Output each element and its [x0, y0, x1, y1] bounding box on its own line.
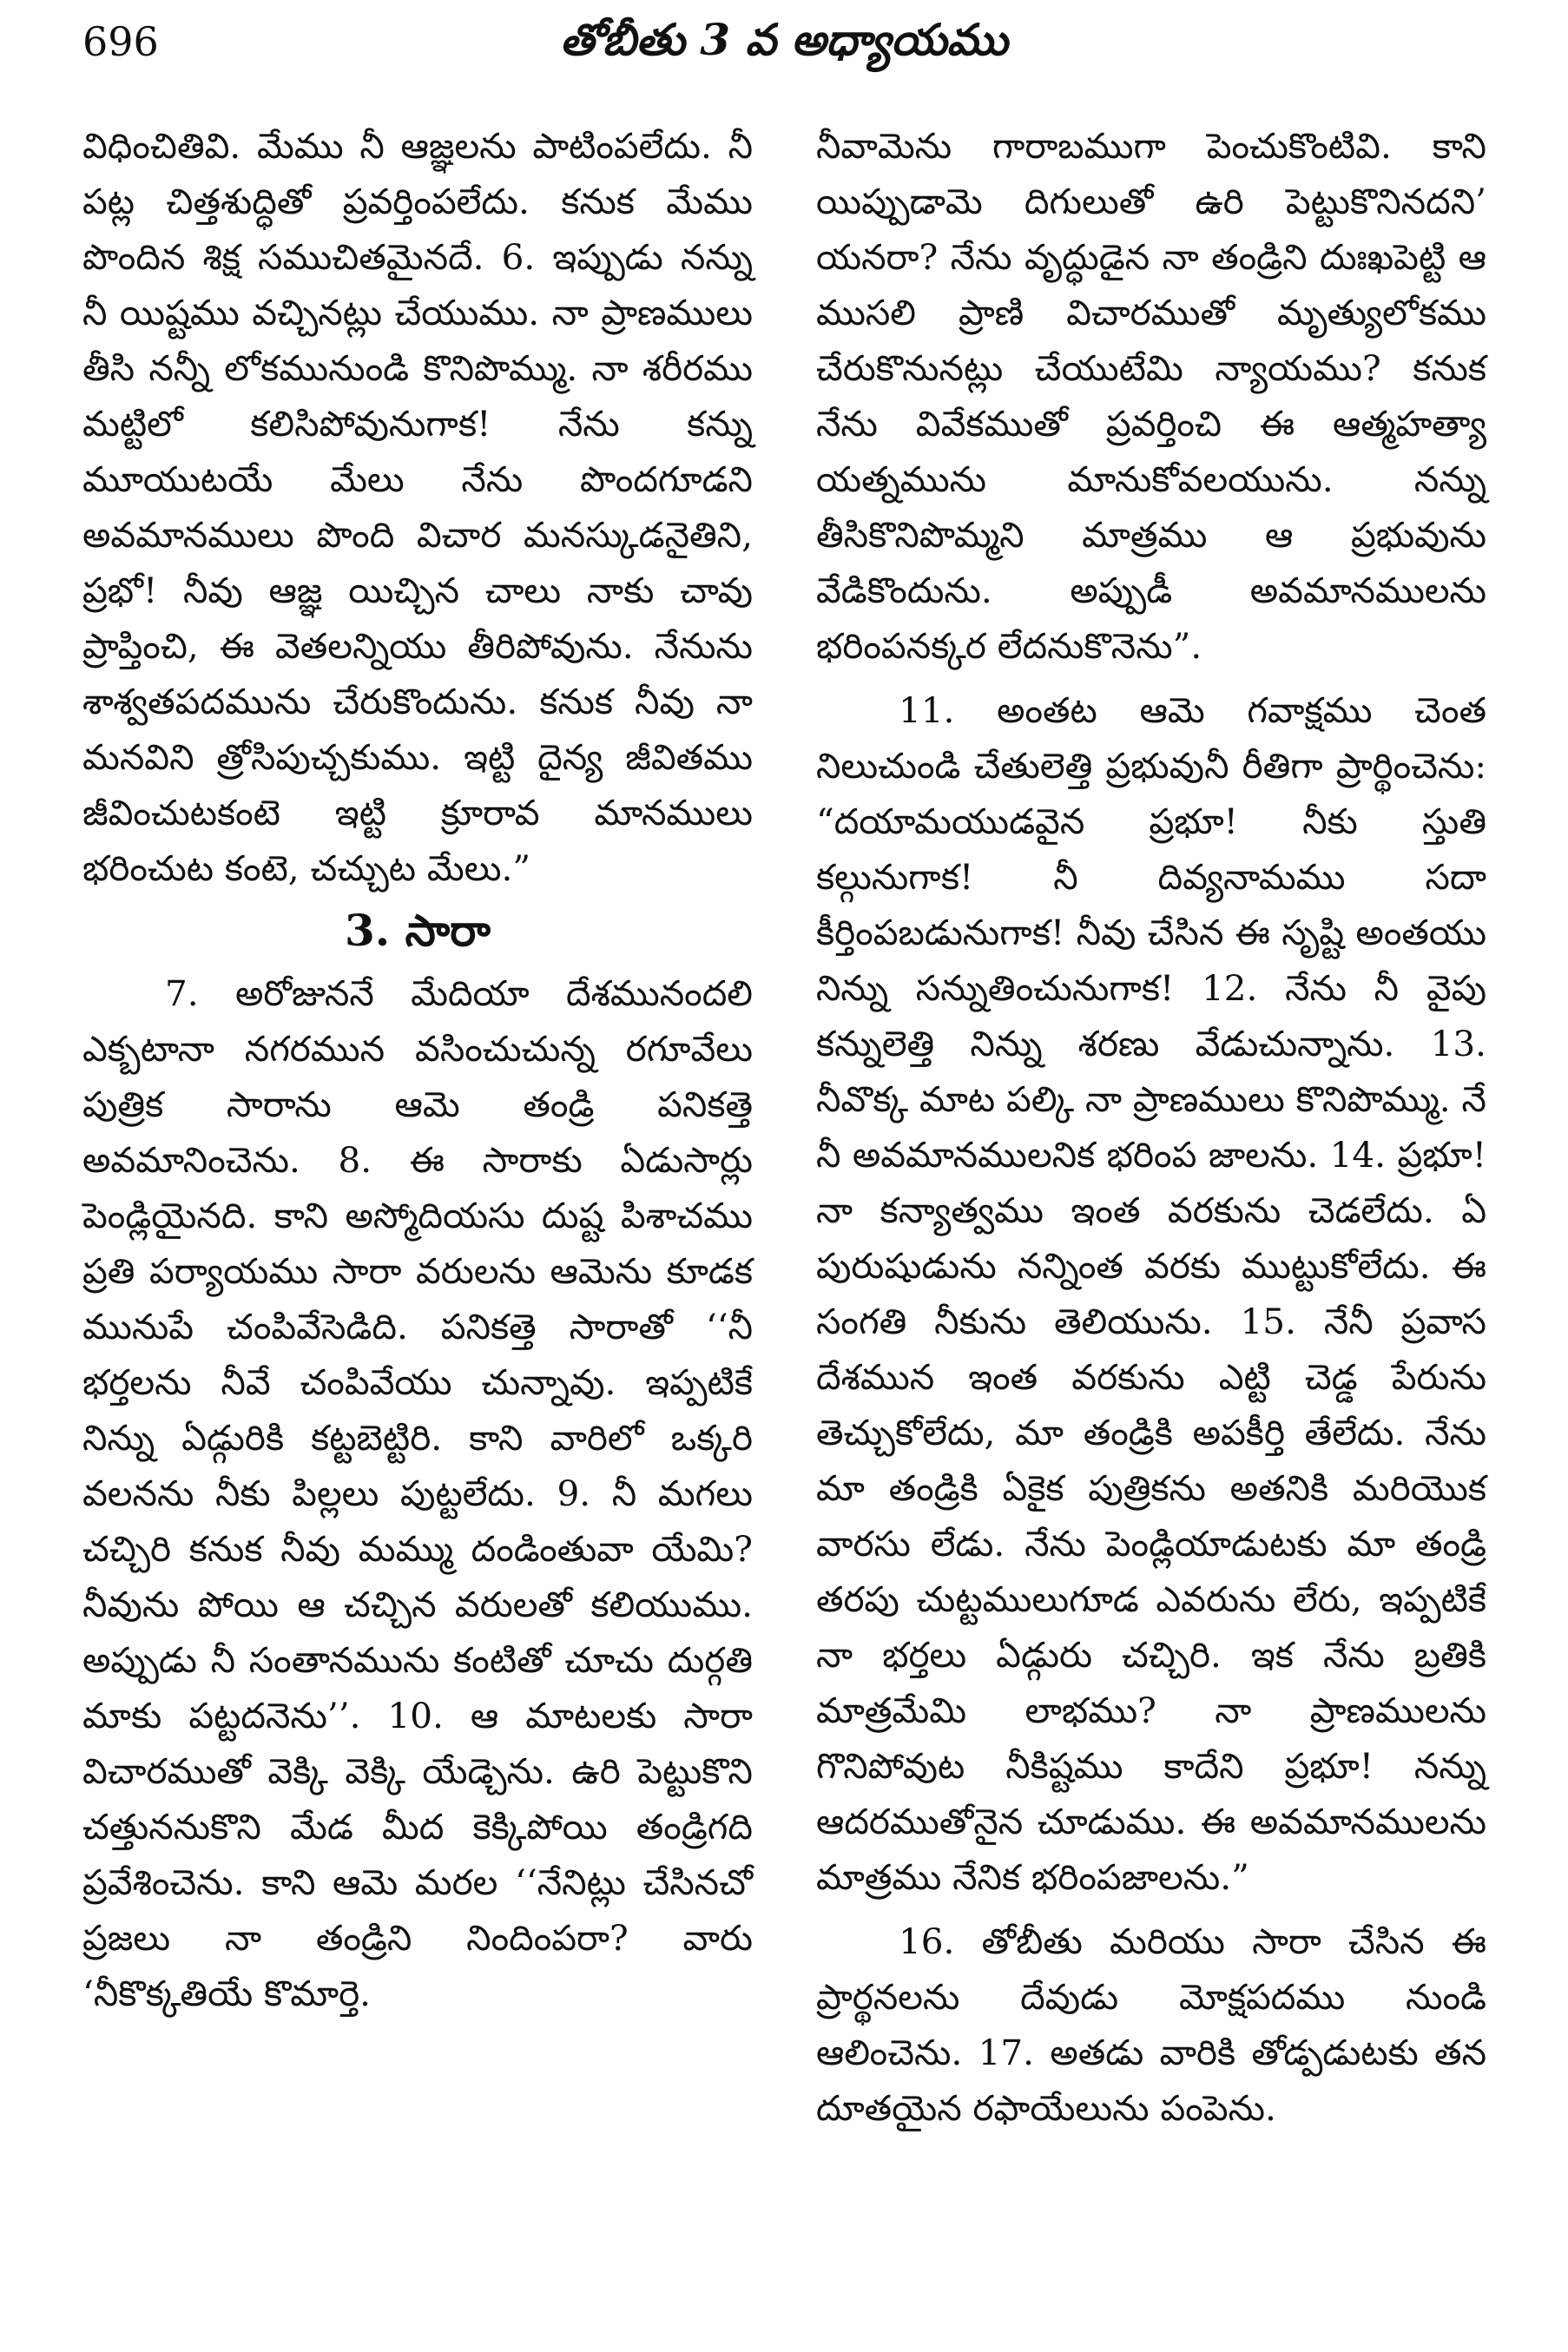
paragraph: 7. అరోజుననే మేదియా దేశమునందలి ఎక్బటానా నగరమున వసించుచున్న రగూవేలు పుత్రిక సారాను ఆమె తండ్రి పనికత్తె అవమానించెను. 8. ఈ సారాకు ఏడుసార్లు పెండ్లియైనది. కాని అస్మోదియసు దుష్ట పిశాచము ప్రతి పర్యాయము సారా వరులను ఆమెను కూడక మునుపే చంపివేసెడిది. పనికత్తె సారాతో ‘‘నీ భర్తలను నీవే చంపివేయు చున్నావు. ఇప్పటికే నిన్ను ఏడ్గురికి కట్టబెట్టిరి. కాని వారిలో ఒక్కరి వలనను నీకు పిల్లలు పుట్టలేదు. 9. నీ మగలు చచ్చిరి కనుక నీవు మమ్ము దండింతువా యేమి? నీవును పోయి ఆ చచ్చిన వరులతో కలియుము. అప్పుడు నీ సంతానమును కంటితో చూచు దుర్గతి మాకు పట్టదనెను’’. 10. ఆ మాటలకు సారా విచారముతో వెక్కి వెక్కి యేడ్చెను. ఉరి పెట్టుకొని చత్తుననుకొని మేడ మీద కెక్కిపోయి తండ్రిగది ప్రవేశించెను. కాని ఆమె మరల ‘‘నేనిట్లు చేసినచో ప్రజలు నా తండ్రిని నిందింపరా? వారు ‘నీకొక్కతియే కొమార్తె.	[82, 972, 753, 2014]
paragraph: 11. అంతట ఆమె గవాక్షము చెంత నిలుచుండి చేతులెత్తి ప్రభువునీ రీతిగా ప్రార్థించెను: “దయామయుడవైన ప్రభూ! నీకు స్తుతి కల్గునుగాక! నీ దివ్యనామము సదా కీర్తింపబడునుగాక! నీవు చేసిన ఈ సృష్టి అంతయు నిన్ను సన్నుతించునుగాక! 12. నేను నీ వైపు కన్నులెత్తి నిన్ను శరణు వేడుచున్నాను. 13. నీవొక్క మాట పల్కి నా ప్రాణములు కొనిపొమ్ము. నే నీ అవమానములనిక భరింప జాలను. 14. ప్రభూ! నా కన్యాత్వము ఇంత వరకును చెడలేదు. ఏ పురుషుడును నన్నింత వరకు ముట్టుకోలేదు. ఈ సంగతి నీకును తెలియును. 15. నేనీ ప్రవాస దేశమున ఇంత వరకును ఎట్టి చెడ్డ పేరును తెచ్చుకోలేదు, మా తండ్రికి అపకీర్తి తేలేదు. నేను మా తండ్రికి ఏకైక పుత్రికను అతనికి మరియొక వారసు లేడు. నేను పెండ్లియాడుటకు మా తండ్రి తరపు చుట్టములుగూడ ఎవరును లేరు, ఇప్పటికే నా భర్తలు ఏడ్గురు చచ్చిరి. ఇక నేను బ్రతికి మాత్రమేమి లాభము? నా ప్రాణములను గొనిపోవుట నీకిష్టము కాదేని ప్రభూ! నన్ను ఆదరముతోనైన చూడుము. ఈ అవమానములను మాత్రము నేనిక భరింపజాలను.”	[816, 689, 1486, 1898]
section-heading: 3. సారా	[344, 905, 491, 956]
running-title: తోబీతు 3 వ అధ్యాయము	[560, 14, 1008, 65]
paragraph: విధించితివి. మేము నీ ఆజ్ఞలను పాటింపలేదు. నీ పట్ల చిత్తశుద్ధితో ప్రవర్తింపలేదు. కనుక మేము పొందిన శిక్ష సముచితమైనదే. 6. ఇప్పుడు నన్ను నీ యిష్టము వచ్చినట్లు చేయుము. నా ప్రాణములు తీసి నన్నీ లోకమునుండి కొనిపొమ్ము. నా శరీరము మట్టిలో కలిసిపోవునుగాక! నేను కన్ను మూయుటయే మేలు నేను పొందగూడని అవమానములు పొంది విచార మనస్కుడనైతిని, ప్రభో! నీవు ఆజ్ఞ యిచ్చిన చాలు నాకు చావు ప్రాప్తించి, ఈ వెతలన్నియు తీరిపోవును. నేనును శాశ్వతపదమును చేరుకొందును. కనుక నీవు నా మనవిని త్రోసిపుచ్చకుము. ఇట్టి దైన్య జీవితము జీవించుటకంటె ఇట్టి క్రూరావ మానములు భరించుట కంటె, చచ్చుట మేలు.”	[82, 125, 753, 889]
right-column	[816, 118, 1486, 2136]
paragraph: 16. తోబీతు మరియు సారా చేసిన ఈ ప్రార్థనలను దేవుడు మోక్షపదము నుండి ఆలించెను. 17. అతడు వారికి తోడ్పడుటకు తన దూతయైన రఫాయేలును పంపెను.	[816, 1920, 1486, 2129]
page-number: 696	[82, 18, 159, 65]
paragraph: నీవామెను గారాబముగా పెంచుకొంటివి. కాని యిప్పుడామె దిగులుతో ఉరి పెట్టుకొనినదని’ యనరా? నేను వృద్ధుడైన నా తండ్రిని దుఃఖపెట్టి ఆ ముసలి ప్రాణి విచారముతో మృత్యులోకము చేరుకొనునట్లు చేయుటేమి న్యాయము? కనుక నేను వివేకముతో ప్రవర్తించి ఈ ఆత్మహత్యా యత్నమును మానుకోవలయును. నన్ను తీసికొనిపొమ్మని మాత్రము ఆ ప్రభువును వేడికొందును. అప్పుడీ అవమానములను భరింపనక్కర లేదనుకొనెను”.	[816, 125, 1486, 667]
left-column	[82, 118, 753, 2021]
